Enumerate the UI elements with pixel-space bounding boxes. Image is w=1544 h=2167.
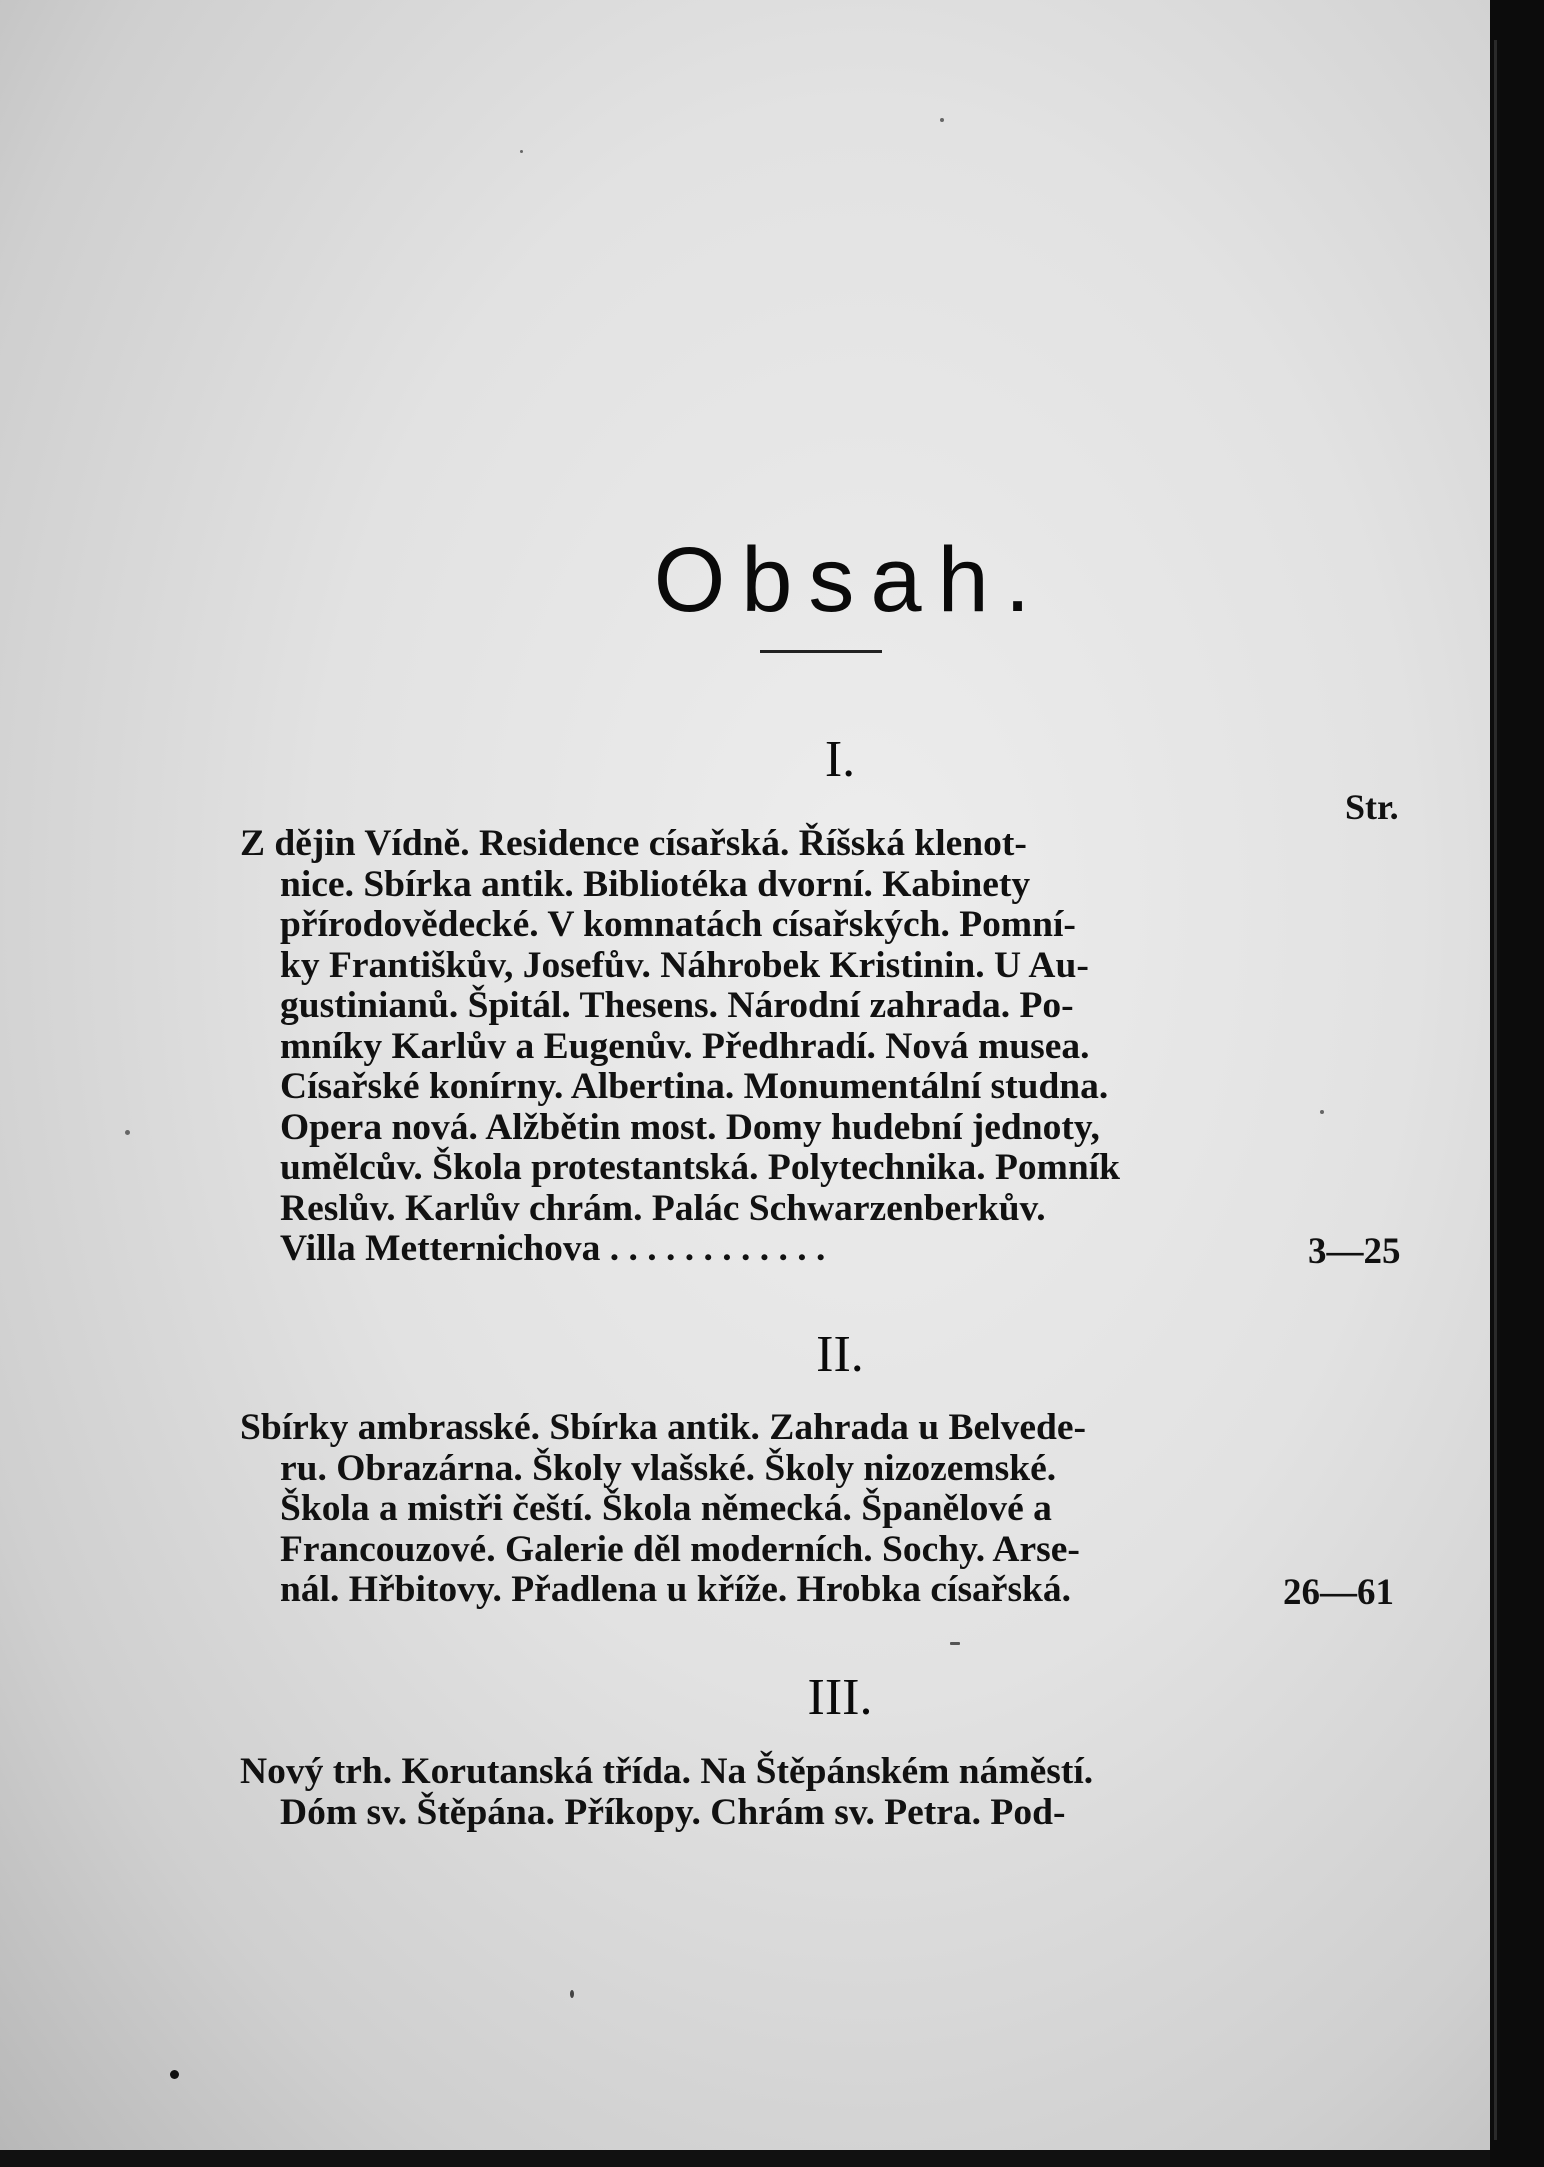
entry-line: ru. Obrazárna. Školy vlašské. Školy nizozemské.	[280, 1447, 1057, 1489]
entry-line: Reslův. Karlův chrám. Palác Schwarzenberkův.	[280, 1187, 1046, 1229]
page-column-label: Str.	[1345, 787, 1399, 827]
section-entry-3	[240, 1752, 1250, 1833]
paper-speck	[125, 1130, 130, 1135]
entry-line: Villa Metternichova . . . . . . . . . . . .	[280, 1228, 826, 1269]
entry-line: Nový trh. Korutanská třída. Na Štěpánském náměstí.	[240, 1751, 1094, 1792]
section-numeral-2: II.	[816, 1326, 864, 1383]
entry-line: ky Františkův, Josefův. Náhrobek Kristinin. U Au-	[280, 944, 1089, 986]
entry-line: nál. Hřbitovy. Přadlena u kříže. Hrobka císařská.	[280, 1569, 1072, 1610]
paper-speck	[170, 2070, 179, 2079]
section-numeral-3: III.	[807, 1669, 873, 1726]
paper-speck	[1320, 1110, 1324, 1114]
page-range-1: 3—25	[1308, 1231, 1401, 1272]
paper-speck	[570, 1990, 574, 1998]
entry-line: Škola a mistři čeští. Škola německá. Španělové a	[280, 1488, 1052, 1529]
paper-speck	[520, 150, 523, 153]
title-rule	[760, 650, 882, 653]
page-edge-line	[1494, 40, 1497, 2140]
entry-line: Francouzové. Galerie děl moderních. Sochy. Arse-	[280, 1528, 1080, 1570]
page-range-2: 26—61	[1283, 1572, 1394, 1613]
entry-line: Sbírky ambrasské. Sbírka antik. Zahrada u Belvede-	[240, 1407, 1086, 1448]
entry-line: Z dějin Vídně. Residence císařská. Říšská klenot-	[240, 823, 1027, 864]
entry-line: přírodovědecké. V komnatách císařských. Pomní-	[280, 904, 1076, 945]
section-entry-2	[240, 1408, 1250, 1611]
entry-line: Císařské konírny. Albertina. Monumentální studna.	[280, 1066, 1109, 1107]
entry-line: mníky Karlův a Eugenův. Předhradí. Nová musea.	[280, 1025, 1090, 1067]
entry-line: umělcův. Škola protestantská. Polytechnika. Pomník	[280, 1147, 1121, 1188]
entry-line: nice. Sbírka antik. Bibliotéka dvorní. Kabinety	[280, 863, 1031, 905]
paper-speck	[950, 1642, 960, 1645]
entry-line: gustinianů. Špitál. Thesens. Národní zahrada. Po-	[280, 985, 1074, 1026]
entry-line: Opera nová. Alžbětin most. Domy hudební jednoty,	[280, 1106, 1100, 1148]
paper-speck	[940, 118, 944, 122]
section-entry-1	[240, 824, 1250, 1270]
page-title: Obsah.	[653, 529, 1047, 631]
entry-line: Dóm sv. Štěpána. Příkopy. Chrám sv. Petra. Pod-	[280, 1791, 1066, 1833]
section-numeral-1: I.	[824, 731, 856, 788]
book-spine-edge	[1490, 0, 1544, 2167]
